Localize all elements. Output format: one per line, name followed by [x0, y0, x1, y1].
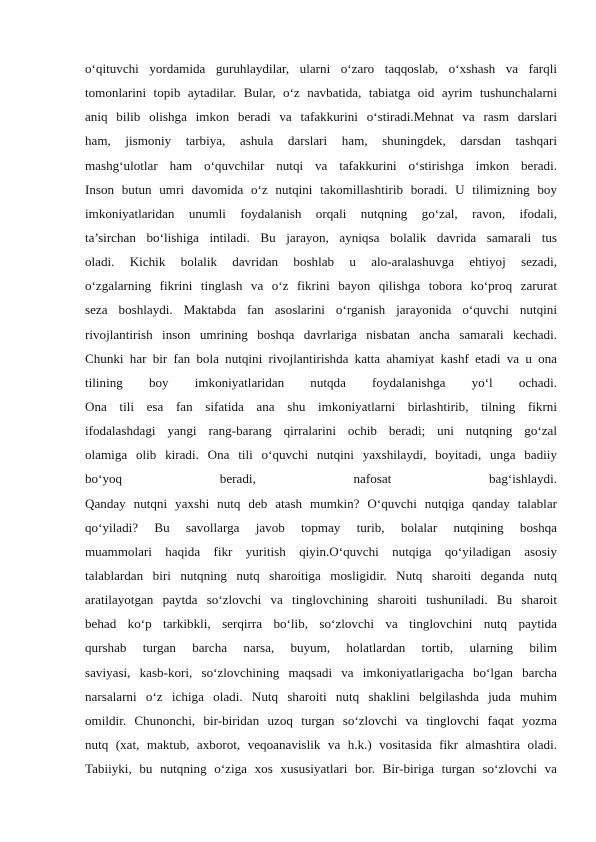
- text-line: o‘zgalarning fikrini tinglash va o‘z fikrini bayon qilishga tobora ko‘proq zarurat: [85, 278, 557, 294]
- text-line: ifodalashdagi yangi rang-barang qirralarini ochib beradi; uni nutqning go‘zal: [85, 423, 557, 439]
- text-line: omildir. Chunonchi, bir-biridan uzoq turgan so‘zlovchi va tinglovchi faqat yozma: [85, 712, 557, 728]
- text-line: oladi. Kichik bolalik davridan boshlab u alo-aralashuvga ehtiyoj sezadi,: [85, 254, 557, 270]
- text-line: saviyasi, kasb-kori, so‘zlovchining maqsadi va imkoniyatlarigacha bo‘lgan barcha: [85, 664, 557, 680]
- text-line: ta’sirchan bo‘lishiga intiladi. Bu jarayon, ayniqsa bolalik davrida samarali tus: [85, 229, 557, 245]
- text-line: qo‘yiladi? Bu savollarga javob topmay turib, bolalar nutqining boshqa: [85, 519, 557, 535]
- text-line: imkoniyatlaridan unumli foydalanish orqali nutqning go‘zal, ravon, ifodali,: [85, 205, 557, 221]
- text-line: ham, jismoniy tarbiya, ashula darslari ham, shuningdek, darsdan tashqari: [85, 133, 557, 149]
- text-line: aniq bilib olishga imkon beradi va tafakkurini o‘stiradi.Mehnat va rasm darslari: [85, 109, 557, 125]
- text-line: muammolari haqida fikr yuritish qiyin.O‘quvchi nutqiga qo‘yiladigan asosiy: [85, 543, 557, 559]
- text-line: narsalarni o‘z ichiga oladi. Nutq sharoiti nutq shaklini belgilashda juda muhim: [85, 688, 557, 704]
- text-line: Chunki har bir fan bola nutqini rivojlantirishda katta ahamiyat kashf etadi va u ona: [85, 350, 557, 366]
- text-line: aratilayotgan paytda so‘zlovchi va tinglovchining sharoiti tushuniladi. Bu sharoit: [85, 592, 557, 608]
- text-line: Tabiiyki, bu nutqning o‘ziga xos xususiyatlari bor. Bir-biriga turgan so‘zlovchi va: [85, 761, 557, 777]
- text-line: rivojlantirish inson umrining boshqa davrlariga nisbatan ancha samarali kechadi.: [85, 326, 557, 342]
- text-line: mashg‘ulotlar ham o‘quvchilar nutqi va tafakkurini o‘stirishga imkon beradi.: [85, 157, 557, 173]
- text-line: bo‘yoq beradi, nafosat bag‘ishlaydi.: [85, 471, 557, 487]
- text-line: o‘qituvchi yordamida guruhlaydilar, ularni o‘zaro taqqoslab, o‘xshash va farqli: [85, 61, 557, 76]
- text-line: Ona tili esa fan sifatida ana shu imkoniyatlarni birlashtirib, tilning fikrni: [85, 398, 557, 414]
- text-line: qurshab turgan barcha narsa, buyum, holatlardan tortib, ularning bilim: [85, 640, 557, 656]
- text-line: olamiga olib kiradi. Ona tili o‘quvchi nutqini yaxshilaydi, boyitadi, unga badiiy: [85, 447, 557, 463]
- text-line: talablardan biri nutqning nutq sharoitiga mosligidir. Nutq sharoiti deganda nutq: [85, 567, 557, 583]
- text-line: tomonlarini topib aytadilar. Bular, o‘z navbatida, tabiatga oid ayrim tushunchalarni: [85, 85, 557, 101]
- body-text: [85, 57, 557, 781]
- text-line: tilining boy imkoniyatlaridan nutqda foydalanishga yo‘l ochadi.: [85, 374, 557, 390]
- text-line: Qanday nutqni yaxshi nutq deb atash mumkin? O‘quvchi nutqiga qanday talablar: [85, 495, 557, 511]
- text-line: behad ko‘p tarkibkli, serqirra bo‘lib, so‘zlovchi va tinglovchini nutq paytida: [85, 616, 557, 632]
- text-line: nutq (xat, maktub, axborot, veqoanavislik va h.k.) vositasida fikr almashtira oladi.: [85, 736, 557, 752]
- text-line: seza boshlaydi. Maktabda fan asoslarini o‘rganish jarayonida o‘quvchi nutqini: [85, 302, 557, 318]
- text-line: Inson butun umri davomida o‘z nutqini takomillashtirib boradi. U tilimizning boy: [85, 181, 557, 197]
